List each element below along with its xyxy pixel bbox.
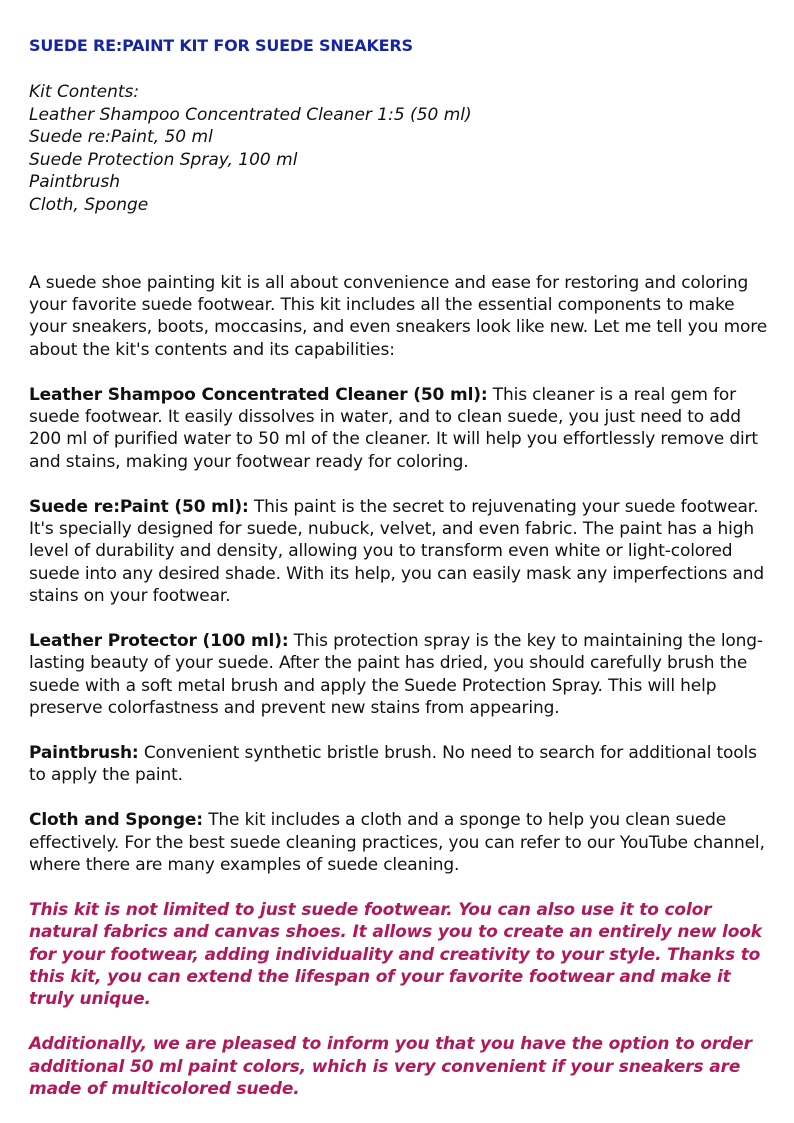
kit-item: Suede re:Paint, 50 ml [29,127,213,148]
section-text: This cleaner is a real gem for suede footwear. It easily dissolves in water, and to clean suede, you just need to add 200 ml of purified water to 50 ml of the cleaner. It will help you effortlessly remove dirt and stains, making your footwear ready for coloring. [29,384,758,472]
kit-item: Paintbrush [29,172,121,193]
kit-contents-heading: Kit Contents: [29,82,140,102]
section-text: This paint is the secret to rejuvenating your suede footwear. It's specially designed for suede, nubuck, velvet, and even fabric. The paint has a high level of durability and density, allowing you to transform even white or light-colored suede into any desired shade. With its help, you can easily mask any imperfections and stains on your footwear. [29,496,764,607]
section-label: Suede re:Paint (50 ml): [29,496,249,517]
page-title: SUEDE RE:PAINT KIT FOR SUEDE SNEAKERS [29,36,413,55]
section-protector [29,630,769,720]
section-text: The kit includes a cloth and a sponge to help you clean suede effectively. For the best suede cleaning practices, you can refer to our YouTube channel, where there are many examples of suede cleaning. [29,810,765,876]
document-page [29,36,769,1100]
kit-contents [29,81,769,217]
section-paint [29,496,769,608]
kit-item: Leather Shampoo Concentrated Cleaner 1:5 (50 ml) [29,104,472,125]
section-text: Convenient synthetic bristle brush. No need to search for additional tools to apply the paint. [29,743,757,786]
intro-paragraph: A suede shoe painting kit is all about convenience and ease for restoring and coloring your favorite suede footwear. This kit includes all the essential components to make your sneakers, boots, moccasins, and even sneakers look like new. Let me tell you more about the kit's contents and its capabilities: [29,272,768,360]
section-label: Cloth and Sponge: [29,810,203,831]
section-text: This protection spray is the key to maintaining the long-lasting beauty of your suede. After the paint has dried, you should carefully brush the suede with a soft metal brush and apply the Suede Protection Spray. This will help preserve colorfastness and prevent new stains from appearing. [29,631,763,719]
note-paragraph: This kit is not limited to just suede footwear. You can also use it to color natural fabrics and canvas shoes. It allows you to create an entirely new look for your footwear, adding individuality and creativity to your style. Thanks to this kit, you can extend the lifespan of your favorite footwear and make it truly unique. [29,899,762,1010]
section-label: Paintbrush: [29,743,139,764]
section-label: Leather Protector (100 ml): [29,631,289,652]
section-cloth-sponge [29,809,769,876]
section-label: Leather Shampoo Concentrated Cleaner (50 ml): [29,384,488,405]
kit-item: Cloth, Sponge [29,194,149,215]
note-paragraph: Additionally, we are pleased to inform you that you have the option to order additional 50 ml paint colors, which is very convenient if your sneakers are made of multicolored suede. [29,1034,752,1100]
section-cleaner [29,384,769,474]
kit-item: Suede Protection Spray, 100 ml [29,149,298,170]
section-paintbrush [29,742,769,787]
